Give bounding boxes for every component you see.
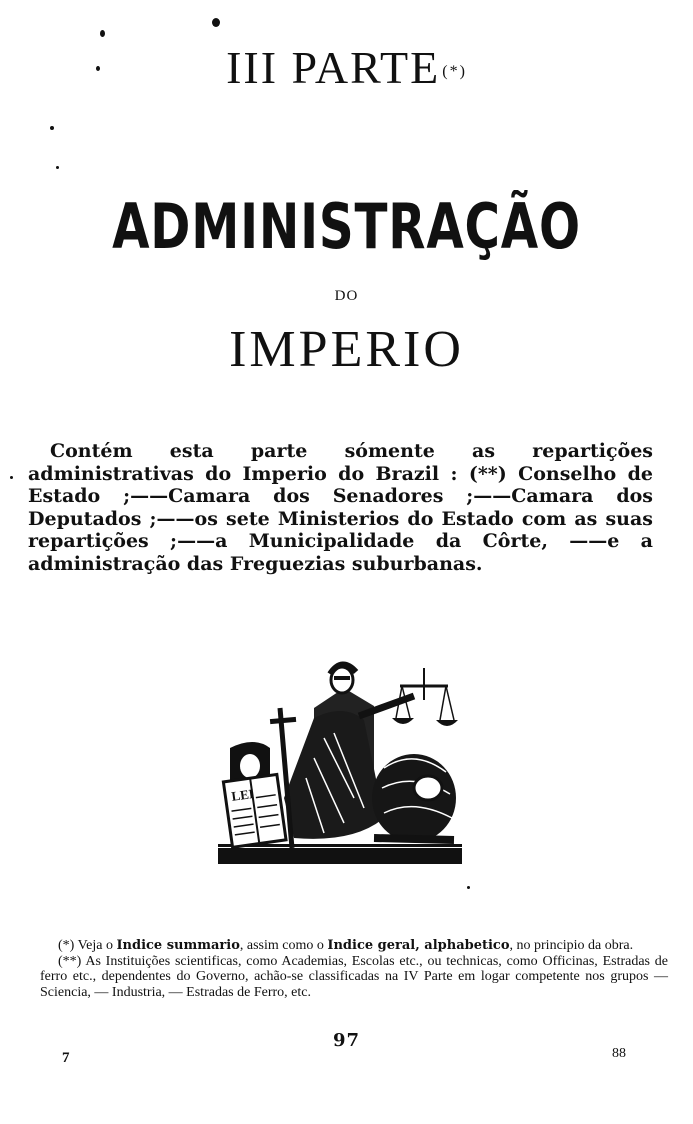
justice-vignette-image [214,648,466,874]
intro-part2: Conselho de Estado ;——Camara dos Senadores ;——Camara dos Deputados ;——os sete Ministerios do Estado com as suas repartições ;——a Municipalidade da Côrte, ——e a administração das Freguezias suburbanas. [28,462,653,575]
intro-part1: Contém esta parte sómente as repartições administrativas do Imperio do Brazil : (**) [28,440,653,485]
footnote-1 [40,938,668,954]
subtitle: IMPERIO [229,321,464,378]
connector-word: DO [334,288,359,304]
ink-speck [10,476,13,479]
footnotes [40,938,668,1000]
main-title: ADMINISTRAÇÃO [112,190,581,263]
part-note-marker: (*) [442,63,467,80]
page-number: 88 [612,1046,626,1061]
footnote-2: (**) As Instituições scientificas, como Academias, Escolas etc., ou technicas, como Officinas, Estradas de ferro etc., dependentes do Governo, achão-se classificadas na IV Parte em logar competente nos grupos — Sciencia, — Industria, — Estradas de Ferro, etc. [40,953,668,1000]
ink-speck [212,18,220,27]
book-label: LEI [230,785,255,804]
ink-speck [467,886,470,889]
intro-paragraph [28,440,653,575]
footnote-1-text-2: , assim como o [239,938,328,953]
footnote-1-index-summary: Indice summario [116,938,240,953]
footnote-1-index-general: Indice geral, alphabetico [327,938,510,953]
folio-center: 97 [332,1030,361,1051]
folio-left: 7 [62,1050,70,1066]
part-title-text: III PARTE [226,42,441,93]
footnote-1-text: (*) Veja o [58,938,117,953]
ink-speck [50,126,54,130]
ink-speck [56,166,59,169]
footnote-1-text-3: , no principio da obra. [509,938,634,953]
ink-speck [100,30,105,37]
part-title [0,40,693,96]
